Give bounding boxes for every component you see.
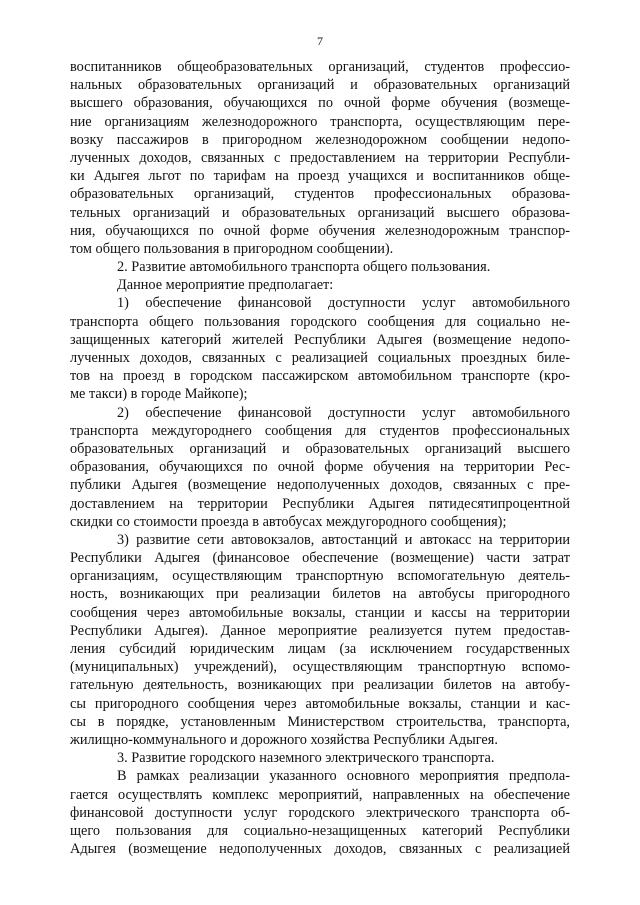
text-line: 3) развитие сети автовокзалов, автостанций и автокасс на территории (117, 531, 570, 548)
text-line: ления субсидий юридическим лицам (за исключением государственных (70, 641, 570, 657)
text-line: В рамках реализации указанного основного мероприятия предпола- (117, 768, 570, 785)
text-line: публики Адыгея (возмещение недополученных доходов, связанных с пре- (70, 477, 570, 494)
text-line: сы пригородного сообщения через автомобильные вокзалы, станции и кас- (70, 695, 570, 712)
text-line: Адыгея (возмещение недополученных доходов, связанных с реализацией (70, 841, 570, 858)
text-line: ки Адыгея льгот по тарифам на проезд учащихся и воспитанников обще- (70, 168, 570, 185)
text-line: нальных образовательных организаций и образовательных организаций (70, 77, 570, 94)
text-line: 2. Развитие автомобильного транспорта общего пользования. (117, 259, 491, 276)
text-line: гается осуществлять комплекс мероприятий, направленных на обеспечение (70, 786, 570, 803)
text-line: финансовой доступности услуг городского электрического транспорта об- (70, 804, 570, 821)
text-line: организациям, осуществляющим транспортную вспомогательную деятель- (70, 568, 570, 585)
text-line: сообщения через автомобильные вокзалы, станции и кассы на территории (70, 604, 570, 621)
text-line: транспорта междугороднего сообщения для студентов профессиональных (70, 422, 570, 439)
text-line: щего пользования для социально-незащищенных категорий Республики (70, 822, 570, 839)
text-line: возку пассажиров в пригородном железнодорожном сообщении недопо- (70, 131, 570, 148)
text-line: доставлением на территории Республики Адыгея пятидесятипроцентной (70, 495, 570, 512)
page-number: 7 (317, 34, 323, 48)
text-line: ме такси) в городе Майкопе); (70, 386, 248, 403)
text-line: (муниципальных) учреждений), осуществляющим транспортную вспомо- (70, 659, 570, 676)
text-line: 1) обеспечение финансовой доступности услуг автомобильного (117, 295, 570, 312)
text-line: защищенных категорий жителей Республики Адыгея (возмещение недопо- (70, 331, 570, 348)
text-line: ния, обучающихся по очной форме обучения железнодорожным транспор- (70, 222, 570, 239)
text-line: Республики Адыгея (финансовое обеспечение (возмещение) части затрат (70, 550, 570, 567)
text-line: скидки со стоимости проезда в автобусах междугородного сообщения); (70, 513, 507, 530)
text-line: тельных организаций и образовательных организаций высшего образова- (70, 204, 570, 221)
text-line: образовательных организаций и образовательных организаций высшего (70, 440, 570, 457)
text-line: высшего образования, обучающихся по очной форме обучения (возмеще- (70, 95, 570, 112)
text-line: жилищно-коммунального и дорожного хозяйства Республики Адыгея. (70, 731, 498, 748)
document-body (70, 58, 570, 858)
text-line: том общего пользования в пригородном сообщении). (70, 240, 394, 257)
text-line: образования, обучающихся по очной форме обучения на территории Рес- (70, 459, 570, 476)
text-line: ность, возникающих при реализации билетов на автобусы пригородного (70, 586, 570, 603)
text-line: Данное мероприятие предполагает: (117, 277, 334, 294)
text-line: воспитанников общеобразовательных организаций, студентов профессио- (70, 59, 570, 75)
text-line: образовательных организаций, студентов профессиональных образова- (70, 186, 570, 203)
text-line: лученных доходов, связанных с реализацией социальных проездных биле- (70, 350, 570, 366)
text-line: транспорта общего пользования городского сообщения для социально не- (70, 313, 570, 330)
text-line: Республики Адыгея). Данное мероприятие реализуется путем предостав- (70, 622, 570, 639)
text-line: ние организациям железнодорожного транспорта, осуществляющим пере- (70, 113, 570, 130)
text-line: лученных доходов, связанных с предоставлением на территории Республи- (70, 149, 570, 166)
text-line: тов на проезд в городском пассажирском автомобильном транспорте (кро- (70, 368, 570, 385)
text-line: сы в порядке, установленным Министерством строительства, транспорта, (70, 713, 570, 730)
text-line: 3. Развитие городского наземного электрического транспорта. (117, 750, 495, 767)
text-line: гательную деятельность, возникающих при реализации билетов на автобу- (70, 677, 570, 694)
text-line: 2) обеспечение финансовой доступности услуг автомобильного (117, 404, 570, 421)
